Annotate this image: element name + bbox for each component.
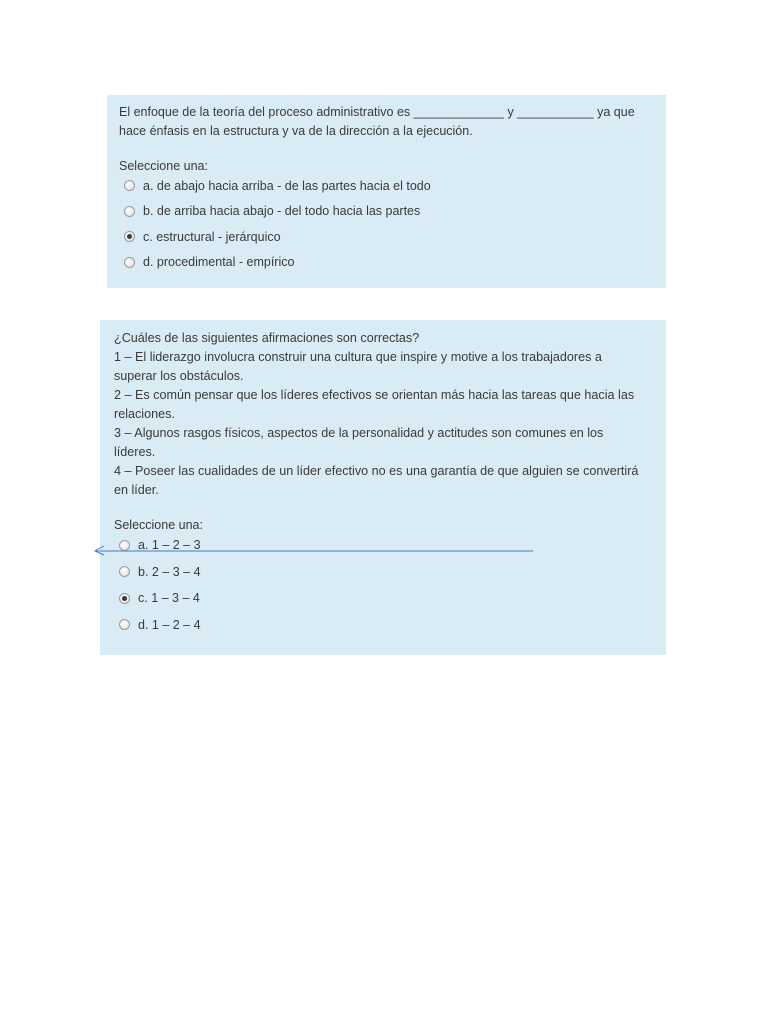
radio-button-selected-icon[interactable] <box>124 231 135 242</box>
question-2-line: ¿Cuáles de las siguientes afirmaciones son correctas? <box>114 331 420 345</box>
option-label: b. 2 – 3 – 4 <box>138 564 201 579</box>
question-1-options <box>119 173 654 275</box>
question-2-prompt: Seleccione una: <box>114 518 203 532</box>
option-label: d. procedimental - empírico <box>143 255 295 270</box>
radio-button-icon[interactable] <box>124 180 135 191</box>
radio-button-icon[interactable] <box>119 619 130 630</box>
question-2-line: en líder. <box>114 483 159 497</box>
question-2-option-d[interactable] <box>114 612 652 639</box>
option-label: b. de arriba hacia abajo - del todo hacia las partes <box>143 204 421 219</box>
question-1-box <box>107 95 666 288</box>
question-2-option-c[interactable] <box>114 585 652 612</box>
question-2-option-b[interactable] <box>114 559 652 586</box>
question-1-text-line-1: El enfoque de la teoría del proceso administrativo es _____________ y ___________ ya que <box>119 105 635 119</box>
option-label: a. 1 – 2 – 3 <box>138 538 201 553</box>
radio-button-selected-icon[interactable] <box>119 593 130 604</box>
question-1-text <box>119 103 654 140</box>
question-1-option-a[interactable] <box>119 173 654 199</box>
question-2-box <box>100 320 666 655</box>
option-label: c. estructural - jerárquico <box>143 229 281 244</box>
radio-button-icon[interactable] <box>124 257 135 268</box>
question-2-line: 1 – El liderazgo involucra construir una cultura que inspire y motive a los trabajadores a <box>114 350 602 364</box>
question-1-option-c[interactable] <box>119 224 654 250</box>
question-1-option-b[interactable] <box>119 199 654 225</box>
radio-button-icon[interactable] <box>119 566 130 577</box>
question-2-line: 4 – Poseer las cualidades de un líder efectivo no es una garantía de que alguien se convertirá <box>114 464 639 478</box>
question-2-line: relaciones. <box>114 407 175 421</box>
question-2-text <box>114 329 652 500</box>
question-1-option-d[interactable] <box>119 250 654 276</box>
option-label: a. de abajo hacia arriba - de las partes hacia el todo <box>143 178 431 193</box>
option-label: d. 1 – 2 – 4 <box>138 617 201 632</box>
strike-through-arrow-icon <box>92 543 537 559</box>
radio-button-icon[interactable] <box>124 206 135 217</box>
question-2-line: 3 – Algunos rasgos físicos, aspectos de la personalidad y actitudes son comunes en los <box>114 426 604 440</box>
option-label: c. 1 – 3 – 4 <box>138 591 200 606</box>
question-2-line: superar los obstáculos. <box>114 369 244 383</box>
question-1-prompt: Seleccione una: <box>119 159 208 173</box>
question-2-line: líderes. <box>114 445 156 459</box>
question-1-text-line-2: hace énfasis en la estructura y va de la dirección a la ejecución. <box>119 123 473 138</box>
question-2-line: 2 – Es común pensar que los líderes efectivos se orientan más hacia las tareas que hacia las <box>114 388 635 402</box>
